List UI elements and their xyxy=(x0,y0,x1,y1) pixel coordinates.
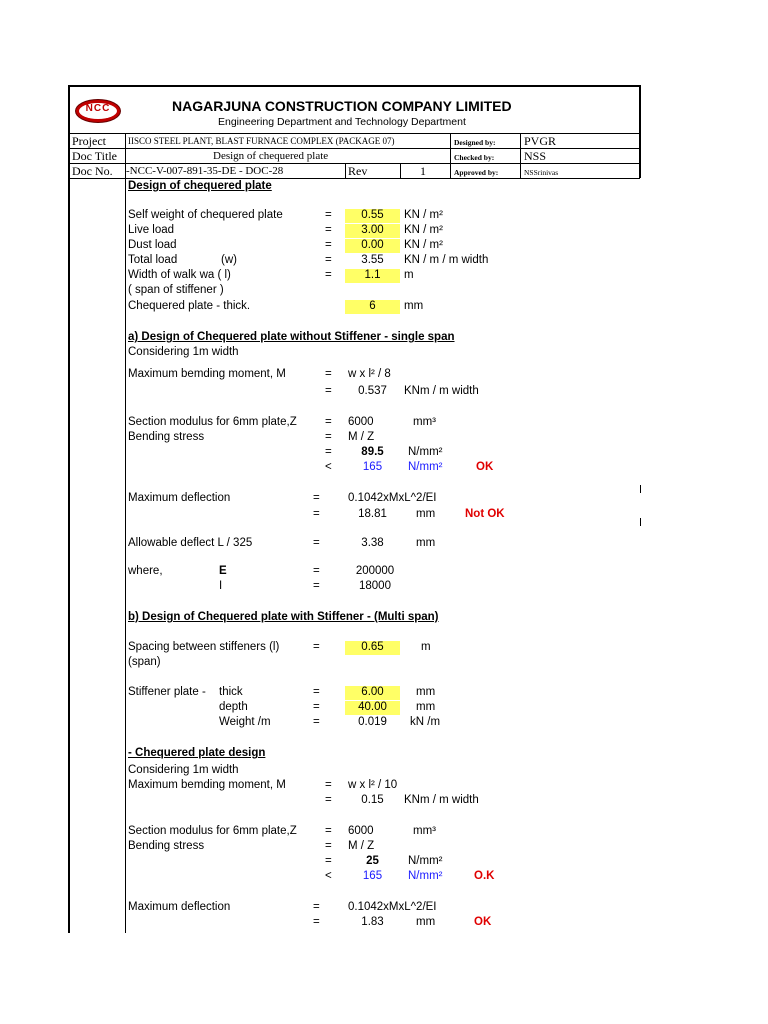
self-weight-label: Self weight of chequered plate xyxy=(128,209,283,221)
doc-title-label: Doc Title xyxy=(72,149,118,163)
sb-stiffener-thick-value[interactable]: 6.00 xyxy=(361,686,384,698)
walkway-width-label: Width of walk wa ( l) xyxy=(128,269,231,281)
sc-section-modulus-label: Section modulus for 6mm plate,Z xyxy=(128,825,297,837)
rev-label: Rev xyxy=(348,164,368,178)
walkway-width-value[interactable]: 1.1 xyxy=(364,269,381,281)
sc-deflection-value: 1.83 xyxy=(361,916,384,928)
section-title-chequered: Design of chequered plate xyxy=(128,180,272,192)
doc-title-value: Design of chequered plate xyxy=(213,150,329,162)
sb-spacing-label: Spacing between stiffeners (l) xyxy=(128,641,280,653)
checked-label: Checked by: xyxy=(454,153,495,162)
sa-section-modulus-label: Section modulus for 6mm plate,Z xyxy=(128,416,297,428)
sa-inertia-value: 18000 xyxy=(359,580,391,592)
live-load-label: Live load xyxy=(128,224,175,236)
approved-value: NSSrinivas xyxy=(524,168,559,177)
sc-deflection-label: Maximum deflection xyxy=(128,901,231,913)
sb-stiffener-depth-value[interactable]: 40.00 xyxy=(358,701,387,713)
department-name: Engineering Department and Technology Department xyxy=(218,116,466,128)
sc-moment-value: 0.15 xyxy=(361,794,384,806)
total-load-label: Total load xyxy=(128,254,178,266)
sc-bending-stress-value: 25 xyxy=(366,855,379,867)
sa-allowable-deflection-value: 3.38 xyxy=(361,537,384,549)
total-load-value: 3.55 xyxy=(361,254,384,266)
sa-deflection-value: 18.81 xyxy=(358,508,387,520)
checked-value: NSS xyxy=(524,149,547,163)
sb-spacing-value[interactable]: 0.65 xyxy=(361,641,384,653)
frame-right-border xyxy=(639,85,641,178)
sa-moment-label: Maximum bemding moment, M xyxy=(128,368,286,380)
live-load-value[interactable]: 3.00 xyxy=(361,224,384,236)
ncc-logo-icon: NCC xyxy=(75,99,121,123)
self-weight-value[interactable]: 0.55 xyxy=(361,209,384,221)
column-divider xyxy=(125,133,126,933)
sc-moment-label: Maximum bemding moment, M xyxy=(128,779,286,791)
doc-no-value: -NCC-V-007-891-35-DE - DOC-28 xyxy=(126,165,284,177)
sa-stress-status-badge: OK xyxy=(476,461,494,473)
sc-deflection-status-badge: OK xyxy=(474,916,492,928)
section-title-plate-design: - Chequered plate design xyxy=(128,747,266,759)
sc-stress-status-badge: O.K xyxy=(474,870,495,882)
project-label: Project xyxy=(72,134,106,148)
sc-allowable-stress: 165 xyxy=(362,870,383,882)
sa-allowable-deflection-label: Allowable deflect L / 325 xyxy=(128,537,253,549)
frame-top-border xyxy=(68,85,640,87)
sa-allowable-stress: 165 xyxy=(362,461,383,473)
sb-stiffener-weight-value: 0.019 xyxy=(358,716,387,728)
doc-no-label: Doc No. xyxy=(72,164,113,178)
company-name: NAGARJUNA CONSTRUCTION COMPANY LIMITED xyxy=(172,98,512,114)
sa-bending-stress-label: Bending stress xyxy=(128,431,205,443)
frame-left-border xyxy=(68,85,70,933)
dust-load-value[interactable]: 0.00 xyxy=(361,239,384,251)
rev-value: 1 xyxy=(420,164,426,178)
approved-label: Approved by: xyxy=(454,168,499,177)
sa-modulus-e-value: 200000 xyxy=(355,565,395,577)
project-value: IISCO STEEL PLANT, BLAST FURNACE COMPLEX (PACKAGE 07) xyxy=(128,136,395,146)
sa-deflection-label: Maximum deflection xyxy=(128,492,231,504)
sa-bending-stress-value: 89.5 xyxy=(361,446,384,458)
section-title-multi-span: b) Design of Chequered plate with Stiffener - (Multi span) xyxy=(128,611,439,623)
designed-label: Designed by: xyxy=(454,138,496,147)
dust-load-label: Dust load xyxy=(128,239,177,251)
sa-moment-value: 0.537 xyxy=(358,385,387,397)
section-title-single-span: a) Design of Chequered plate without Stiffener - single span xyxy=(128,331,455,343)
plate-thickness-value[interactable]: 6 xyxy=(369,300,376,312)
plate-thickness-label: Chequered plate - thick. xyxy=(128,300,251,312)
sb-stiffener-label: Stiffener plate - xyxy=(128,686,206,698)
designed-value: PVGR xyxy=(524,134,557,148)
sa-deflection-status-badge: Not OK xyxy=(465,508,505,520)
sc-bending-stress-label: Bending stress xyxy=(128,840,205,852)
